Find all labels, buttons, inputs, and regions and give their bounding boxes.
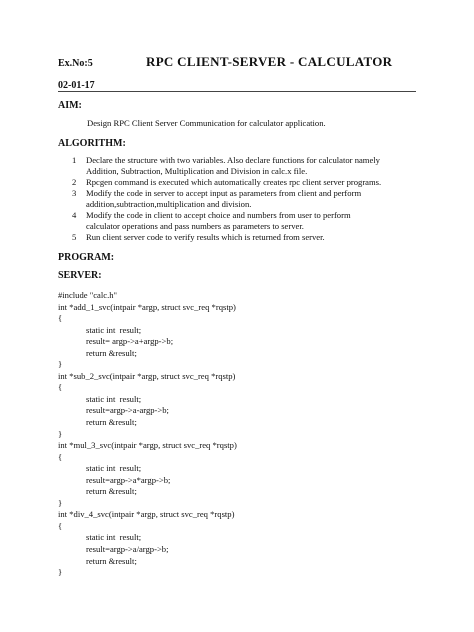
code-line: result= argp->a+argp->b; <box>86 336 174 347</box>
algorithm-step-line: Modify the code in server to accept input as parameters from client and perform <box>86 188 362 198</box>
document-title: RPC CLIENT-SERVER - CALCULATOR <box>146 54 393 69</box>
algorithm-step <box>58 232 428 243</box>
code-line: result=argp->a/argp->b; <box>86 544 169 555</box>
server-heading: SERVER: <box>58 270 102 281</box>
code-line: int *div_4_svc(intpair *argp, struct svc_req *rqstp) <box>58 509 235 520</box>
exercise-number: Ex.No:5 <box>58 58 93 69</box>
algorithm-step <box>58 155 428 177</box>
algorithm-step-line: Declare the structure with two variables. Also declare functions for calculator namely <box>86 155 380 165</box>
program-heading: PROGRAM: <box>58 252 115 263</box>
aim-heading: AIM: <box>58 100 82 111</box>
algorithm-step-line: Run client server code to verify results which is returned from server. <box>86 232 325 242</box>
server-code-block <box>58 290 237 579</box>
code-line: } <box>58 359 63 370</box>
aim-text: Design RPC Client Server Communication for calculator application. <box>87 118 326 128</box>
code-line: { <box>58 382 63 393</box>
code-line: return &result; <box>86 347 137 358</box>
code-line: { <box>58 451 63 462</box>
algorithm-step <box>58 188 428 210</box>
algorithm-step-number: 4 <box>72 210 77 220</box>
algorithm-step-number: 1 <box>72 155 77 165</box>
code-line: { <box>58 520 63 531</box>
algorithm-step <box>58 210 428 232</box>
code-line: } <box>58 497 63 508</box>
algorithm-heading: ALGORITHM: <box>58 138 126 149</box>
code-line: return &result; <box>86 555 137 566</box>
algorithm-step <box>58 177 428 188</box>
code-line: return &result; <box>86 486 137 497</box>
header-divider <box>58 91 416 92</box>
algorithm-step-line: calculator operations and pass numbers as parameters to server. <box>86 221 304 231</box>
algorithm-step-line: Addition, Subtraction, Multiplication and Division in calc.x file. <box>86 166 308 176</box>
code-line: return &result; <box>86 417 137 428</box>
code-line: { <box>58 313 63 324</box>
algorithm-list <box>58 155 428 243</box>
code-line: int *add_1_svc(intpair *argp, struct svc_req *rqstp) <box>58 301 236 312</box>
code-line: result=argp->a*argp->b; <box>86 474 171 485</box>
code-line: #include "calc.h" <box>58 290 118 300</box>
code-line: static int result; <box>86 324 142 335</box>
code-line: static int result; <box>86 393 142 404</box>
code-line: } <box>58 428 63 439</box>
code-line: } <box>58 567 63 578</box>
document-date: 02-01-17 <box>58 80 95 91</box>
code-line: int *sub_2_svc(intpair *argp, struct svc_req *rqstp) <box>58 370 236 381</box>
algorithm-step-number: 3 <box>72 188 77 198</box>
code-line: static int result; <box>86 532 142 543</box>
code-line: result=argp->a-argp->b; <box>86 405 169 416</box>
algorithm-step-line: Modify the code in client to accept choice and numbers from user to perform <box>86 210 351 220</box>
code-line: static int result; <box>86 463 142 474</box>
algorithm-step-number: 5 <box>72 232 77 242</box>
algorithm-step-number: 2 <box>72 177 77 187</box>
algorithm-step-line: Rpcgen command is executed which automatically creates rpc client server programs. <box>86 177 382 187</box>
code-line: int *mul_3_svc(intpair *argp, struct svc_req *rqstp) <box>58 440 237 451</box>
algorithm-step-line: addition,subtraction,multiplication and division. <box>86 199 252 209</box>
